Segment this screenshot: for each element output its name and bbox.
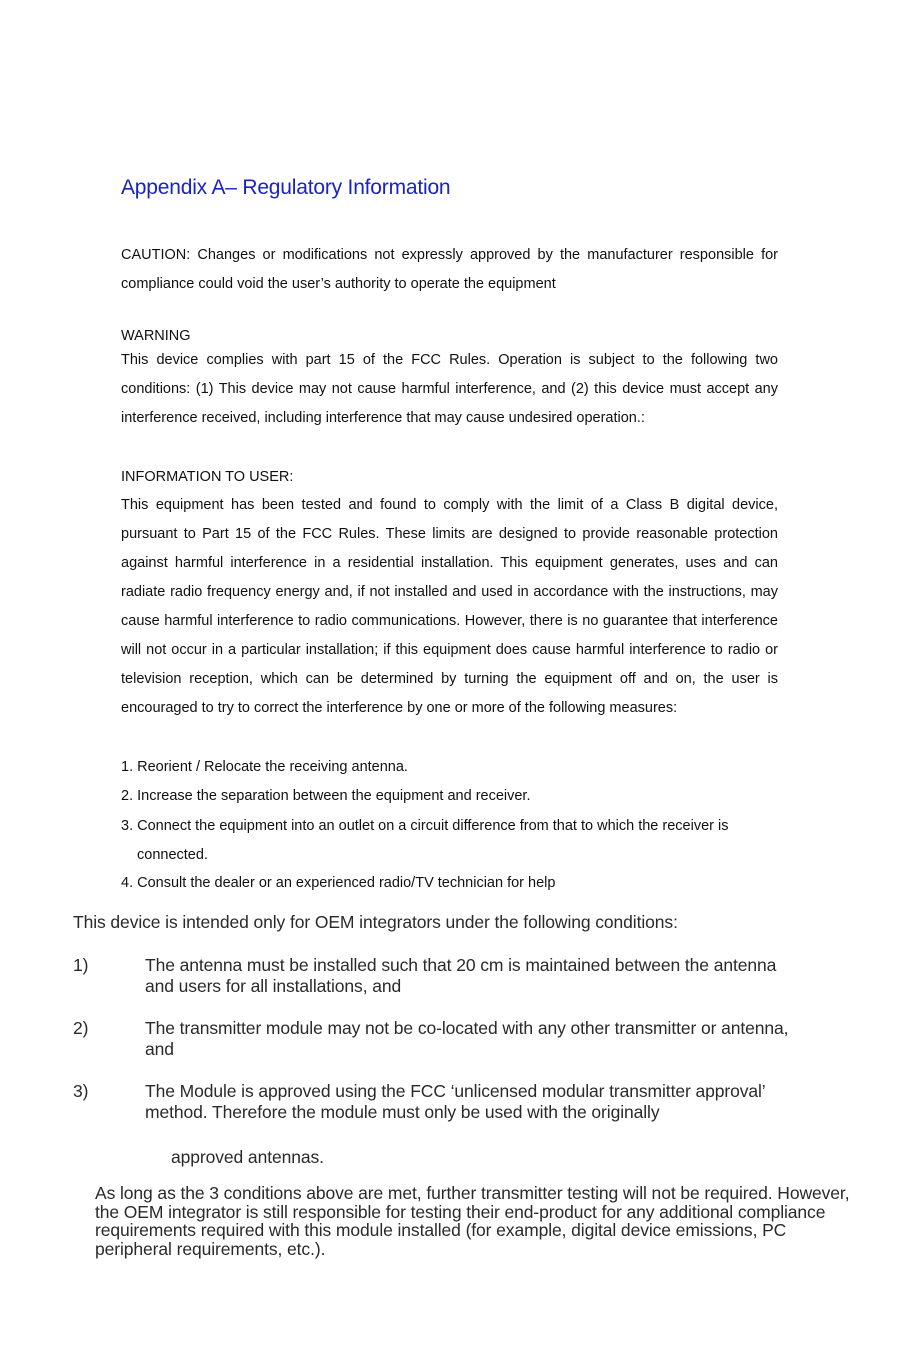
page-title: Appendix A– Regulatory Information xyxy=(121,176,451,199)
approved-antennas: approved antennas. xyxy=(171,1147,324,1167)
warning-paragraph: This device complies with part 15 of the FCC Rules. Operation is subject to the following two conditions: (1) This device may not cause harmful interference, and (2) this device must accept any interference received, including interference that may cause undesired operation.: xyxy=(121,352,778,426)
condition-number: 2) xyxy=(73,1018,89,1038)
condition-number: 1) xyxy=(73,955,89,975)
condition-number: 3) xyxy=(73,1081,89,1101)
measure-item-continuation: connected. xyxy=(137,847,208,863)
measure-item: 3. Connect the equipment into an outlet on a circuit difference from that to which the receiver is xyxy=(121,818,729,834)
condition-text: The antenna must be installed such that 20 cm is maintained between the antenna and users for all installations, and xyxy=(145,955,777,996)
caution-paragraph: CAUTION: Changes or modifications not expressly approved by the manufacturer responsible for compliance could void the user’s authority to operate the equipment xyxy=(121,247,778,292)
condition-text: The transmitter module may not be co-located with any other transmitter or antenna, and xyxy=(145,1018,789,1059)
info-paragraph: This equipment has been tested and found to comply with the limit of a Class B digital device, pursuant to Part 15 of the FCC Rules. These limits are designed to provide reasonable protection against harmful interference in a residential installation. This equipment generates, uses and can radiate radio frequency energy and, if not installed and used in accordance with the instructions, may cause harmful interference to radio communications. However, there is no guarantee that interference will not occur in a particular installation; if this equipment does cause harmful interference to radio or television reception, which can be determined by turning the equipment off and on, the user is encouraged to try to correct the interference by one or more of the following measures: xyxy=(121,497,778,716)
measure-item: 4. Consult the dealer or an experienced radio/TV technician for help xyxy=(121,875,556,891)
oem-intro: This device is intended only for OEM integrators under the following conditions: xyxy=(73,912,678,932)
info-heading: INFORMATION TO USER: xyxy=(121,469,294,485)
condition-text: The Module is approved using the FCC ‘unlicensed modular transmitter approval’ method. Therefore the module must only be used with the originally xyxy=(145,1081,765,1122)
closing-paragraph: As long as the 3 conditions above are met, further transmitter testing will not be required. However, the OEM integrator is still responsible for testing their end-product for any additional compliance requirements required with this module installed (for example, digital device emissions, PC peripheral requirements, etc.). xyxy=(95,1183,850,1259)
measure-item: 2. Increase the separation between the equipment and receiver. xyxy=(121,788,531,804)
measure-item: 1. Reorient / Relocate the receiving antenna. xyxy=(121,759,408,775)
warning-heading: WARNING xyxy=(121,328,191,344)
